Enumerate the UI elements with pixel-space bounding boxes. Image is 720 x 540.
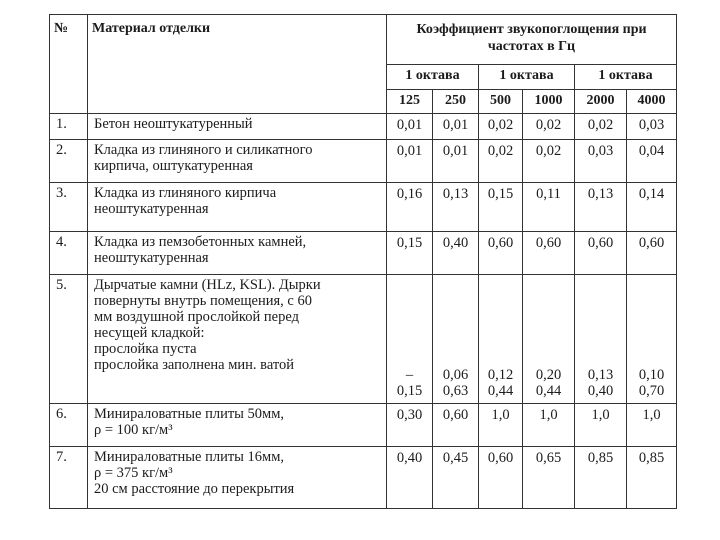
coefficient-cell (479, 114, 523, 140)
coefficient-value: 0,45 (442, 450, 469, 466)
coefficient-cell (479, 275, 523, 404)
coefficient-value: 0,60 (442, 407, 469, 423)
coefficient-cell (575, 183, 627, 232)
coefficient-value: 0,15 (487, 186, 514, 202)
coefficient-value: 0,02 (587, 117, 614, 133)
material-line: прослойка пуста (94, 341, 197, 357)
material-line: ρ = 375 кг/м³ (94, 465, 173, 481)
material-line: Минираловатные плиты 16мм, (94, 449, 285, 465)
material-cell (88, 140, 387, 183)
coefficient-cell (627, 275, 677, 404)
coefficient-value: 0,02 (487, 143, 514, 159)
header-octave: 1 октава (479, 65, 575, 90)
material-cell (88, 404, 387, 447)
coefficient-cell (575, 447, 627, 509)
material-line: Кладка из пемзобетонных камней, (94, 234, 307, 250)
row-number: 5. (50, 275, 88, 404)
header-octave: 1 октава (575, 65, 677, 90)
coefficient-cell (479, 232, 523, 275)
sound-absorption-table (49, 14, 677, 509)
header-number: № (50, 15, 88, 114)
coefficient-value: 0,60 (487, 450, 514, 466)
coefficient-value: 0,11 (536, 186, 561, 202)
material-cell (88, 232, 387, 275)
coefficient-cell (627, 183, 677, 232)
coefficient-cell (575, 140, 627, 183)
coefficient-value: 0,44 (487, 383, 514, 399)
coefficient-cell (575, 404, 627, 447)
table-row (50, 114, 677, 140)
coefficient-cell (387, 404, 433, 447)
material-cell (88, 275, 387, 404)
coefficient-cell (479, 447, 523, 509)
material-line: Дырчатые камни (HLz, KSL). Дырки (94, 277, 321, 293)
material-line: повернуты внутрь помещения, с 60 (94, 293, 312, 309)
coefficient-cell (627, 114, 677, 140)
coefficient-cell (433, 447, 479, 509)
coefficient-cell (523, 232, 575, 275)
coefficient-value: 0,10 (638, 367, 665, 383)
coefficient-cell (523, 275, 575, 404)
material-cell (88, 447, 387, 509)
material-line: неоштукатуренная (94, 201, 209, 217)
header-frequency: 4000 (627, 90, 677, 114)
table-body (50, 114, 677, 509)
coefficient-value: 0,60 (638, 235, 665, 251)
table-row (50, 183, 677, 232)
coefficient-value: 0,60 (535, 235, 562, 251)
coefficient-value: 0,30 (396, 407, 423, 423)
row-number: 1. (50, 114, 88, 140)
coefficient-cell (523, 140, 575, 183)
coefficient-value: 0,85 (587, 450, 614, 466)
header-octave: 1 октава (387, 65, 479, 90)
coefficient-value: 0,13 (587, 367, 614, 383)
table-row (50, 404, 677, 447)
coefficient-value: 0,15 (396, 383, 423, 399)
coefficient-cell (387, 140, 433, 183)
header-coefficient: Коэффициент звукопоглощения при частотах в Гц (387, 15, 677, 65)
coefficient-cell (433, 114, 479, 140)
coefficient-cell (627, 447, 677, 509)
material-line: кирпича, оштукатуренная (94, 158, 253, 174)
coefficient-cell (523, 404, 575, 447)
coefficient-value: 0,85 (638, 450, 665, 466)
coefficient-cell (523, 447, 575, 509)
header-frequency: 500 (479, 90, 523, 114)
header-frequency: 2000 (575, 90, 627, 114)
coefficient-value: 0,12 (487, 367, 514, 383)
coefficient-cell (575, 114, 627, 140)
coefficient-cell (627, 404, 677, 447)
coefficient-cell (523, 114, 575, 140)
material-line: ρ = 100 кг/м³ (94, 422, 173, 438)
coefficient-cell (627, 232, 677, 275)
header-row-title (50, 15, 677, 65)
coefficient-value: 0,02 (487, 117, 514, 133)
coefficient-value: 0,03 (638, 117, 665, 133)
coefficient-value: 0,16 (396, 186, 423, 202)
coefficient-cell (575, 275, 627, 404)
row-number: 2. (50, 140, 88, 183)
coefficient-cell (387, 275, 433, 404)
coefficient-value: 0,40 (442, 235, 469, 251)
material-line: 20 см расстояние до перекрытия (94, 481, 295, 497)
coefficient-cell (433, 183, 479, 232)
coefficient-value: 0,13 (442, 186, 469, 202)
coefficient-value: 0,65 (535, 450, 562, 466)
coefficient-value: 0,60 (487, 235, 514, 251)
row-number: 6. (50, 404, 88, 447)
coefficient-cell (433, 232, 479, 275)
coefficient-value: 0,63 (442, 383, 469, 399)
coefficient-cell (387, 114, 433, 140)
coefficient-value: 1,0 (591, 407, 610, 423)
coefficient-value: 0,01 (396, 143, 423, 159)
coefficient-value: 0,06 (442, 367, 469, 383)
row-number: 3. (50, 183, 88, 232)
coefficient-cell (627, 140, 677, 183)
material-line: неоштукатуренная (94, 250, 209, 266)
coefficient-cell (433, 404, 479, 447)
coefficient-value: 0,02 (535, 143, 562, 159)
coefficient-value: 0,20 (535, 367, 562, 383)
coefficient-cell (523, 183, 575, 232)
material-cell (88, 114, 387, 140)
coefficient-cell (433, 140, 479, 183)
material-line: Минираловатные плиты 50мм, (94, 406, 285, 422)
coefficient-value: 1,0 (642, 407, 661, 423)
coefficient-value: 0,60 (587, 235, 614, 251)
header-frequency: 1000 (523, 90, 575, 114)
row-number: 4. (50, 232, 88, 275)
table-row (50, 232, 677, 275)
material-line: Кладка из глиняного и силикатного (94, 142, 313, 158)
material-line: мм воздушной прослойкой перед (94, 309, 299, 325)
coefficient-cell (387, 232, 433, 275)
coefficient-cell (387, 183, 433, 232)
coefficient-value: 0,04 (638, 143, 665, 159)
coefficient-value: 1,0 (491, 407, 510, 423)
coefficient-value: 0,13 (587, 186, 614, 202)
coefficient-value: 0,70 (638, 383, 665, 399)
coefficient-value: 0,03 (587, 143, 614, 159)
coefficient-value: 0,02 (535, 117, 562, 133)
table-row (50, 140, 677, 183)
table-row (50, 447, 677, 509)
coefficient-cell (479, 140, 523, 183)
table-row (50, 275, 677, 404)
header-frequency: 125 (387, 90, 433, 114)
material-line: несущей кладкой: (94, 325, 205, 341)
coefficient-value: 0,14 (638, 186, 665, 202)
coefficient-value: 0,01 (442, 143, 469, 159)
coefficient-cell (387, 447, 433, 509)
coefficient-value: 1,0 (539, 407, 558, 423)
coefficient-cell (479, 183, 523, 232)
coefficient-cell (433, 275, 479, 404)
row-number: 7. (50, 447, 88, 509)
coefficient-value: 0,01 (442, 117, 469, 133)
coefficient-value: 0,15 (396, 235, 423, 251)
coefficient-cell (575, 232, 627, 275)
coefficient-cell (479, 404, 523, 447)
material-line: Бетон неоштукатуренный (94, 116, 253, 132)
material-cell (88, 183, 387, 232)
coefficient-value: 0,44 (535, 383, 562, 399)
coefficient-value: 0,40 (587, 383, 614, 399)
material-line: Кладка из глиняного кирпича (94, 185, 277, 201)
coefficient-value: – (405, 367, 414, 383)
material-line: прослойка заполнена мин. ватой (94, 357, 295, 373)
coefficient-value: 0,40 (396, 450, 423, 466)
header-material: Материал отделки (88, 15, 387, 114)
header-frequency: 250 (433, 90, 479, 114)
coefficient-value: 0,01 (396, 117, 423, 133)
